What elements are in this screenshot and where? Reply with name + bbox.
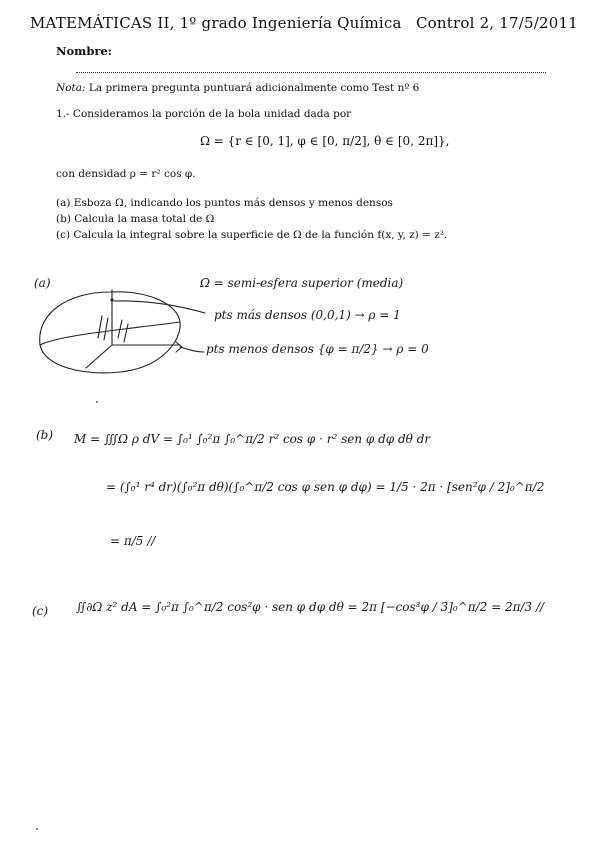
answer-a-line-3: pts menos densos {φ = π/2} → ρ = 0: [206, 342, 429, 356]
density-line: con densidad ρ = r² cos φ.: [56, 168, 196, 180]
part-a: (a) Esboza Ω, indicando los puntos más densos y menos densos: [56, 197, 393, 209]
part-c: (c) Calcula la integral sobre la superficie de Ω de la función f(x, y, z) = z².: [56, 229, 448, 241]
control-date: Control 2, 17/5/2011: [416, 14, 578, 32]
name-label: Nombre:: [56, 44, 113, 58]
question-intro: 1.- Consideramos la porción de la bola unidad dada por: [56, 108, 352, 120]
scan-speck: [96, 401, 98, 403]
answer-b-line-2: = (∫₀¹ r⁴ dr)(∫₀²π dθ)(∫₀^π/2 cos φ sen φ dφ) = 1/5 · 2π · [sen²φ / 2]₀^π/2: [106, 480, 545, 494]
answer-c-label: (c): [32, 604, 49, 618]
answer-b-label: (b): [36, 428, 54, 442]
note-text: La primera pregunta puntuará adicionalmente como Test nº 6: [88, 82, 420, 94]
answer-a-line-2: pts más densos (0,0,1) → ρ = 1: [214, 308, 401, 322]
course-title: MATEMÁTICAS II, 1º grado Ingeniería Química: [30, 14, 402, 32]
scan-speck: [36, 828, 38, 830]
note-prefix: Nota:: [56, 82, 86, 94]
answer-a-line-1: Ω = semi-esfera superior (media): [200, 276, 404, 290]
omega-definition: Ω = {r ∈ [0, 1], φ ∈ [0, π/2], θ ∈ [0, 2π]},: [200, 134, 450, 148]
answer-a-label: (a): [34, 276, 51, 290]
answer-b-line-3: = π/5 //: [110, 534, 156, 548]
part-b: (b) Calcula la masa total de Ω: [56, 213, 215, 225]
answer-b-line-1: M = ∭Ω ρ dV = ∫₀¹ ∫₀²π ∫₀^π/2 r² cos φ · r² sen φ dφ dθ dr: [74, 432, 431, 446]
answer-c-line-1: ∬∂Ω z² dA = ∫₀²π ∫₀^π/2 cos²φ · sen φ dφ dθ = 2π [−cos³φ / 3]₀^π/2 = 2π/3 //: [76, 600, 545, 614]
